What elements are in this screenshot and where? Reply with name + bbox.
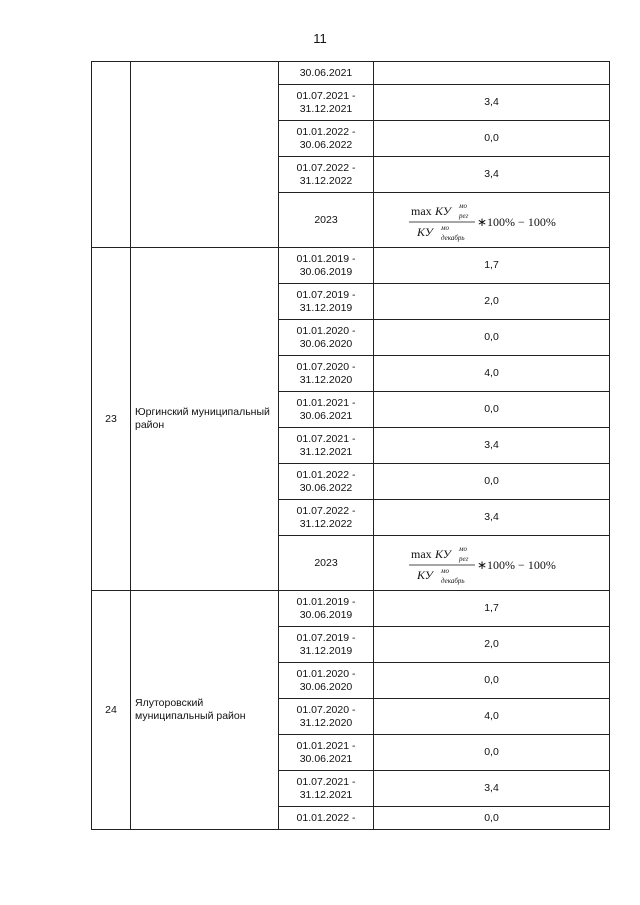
growth-formula [407, 541, 577, 585]
period-cell: 01.07.2019 - 31.12.2019 [279, 627, 374, 663]
formula-numerator-sub: рег [458, 212, 468, 220]
value-cell: 4,0 [374, 356, 610, 392]
period-cell: 30.06.2021 [279, 62, 374, 85]
period-cell: 01.07.2022 - 31.12.2022 [279, 157, 374, 193]
district-number: 23 [92, 248, 131, 591]
tariff-table [91, 61, 610, 830]
page-number: 11 [313, 31, 327, 46]
formula-denominator-ku: КУ [416, 225, 433, 239]
formula-denominator-sup: мо [440, 567, 449, 575]
formula-numerator-sup: мо [458, 545, 467, 553]
period-cell: 01.07.2022 - 31.12.2022 [279, 500, 374, 536]
table-row [92, 591, 610, 627]
value-cell [374, 62, 610, 85]
number-cell [92, 62, 131, 248]
value-cell: 0,0 [374, 121, 610, 157]
period-cell: 01.07.2021 - 31.12.2021 [279, 771, 374, 807]
period-cell: 2023 [279, 193, 374, 248]
formula-denominator-sub: декабрь [440, 577, 465, 585]
table-row [92, 248, 610, 284]
period-cell: 01.01.2022 - 30.06.2022 [279, 464, 374, 500]
district-number: 24 [92, 591, 131, 830]
value-cell: 0,0 [374, 464, 610, 500]
district-name-cell [131, 62, 279, 248]
formula-denominator-sub: декабрь [440, 234, 465, 242]
period-cell: 01.01.2021 - 30.06.2021 [279, 735, 374, 771]
value-cell: 0,0 [374, 392, 610, 428]
value-cell: 2,0 [374, 284, 610, 320]
value-cell [374, 193, 610, 248]
period-cell: 01.01.2022 - [279, 807, 374, 830]
value-cell [374, 536, 610, 591]
value-cell: 3,4 [374, 500, 610, 536]
growth-formula [407, 198, 577, 242]
period-cell: 01.07.2021 - 31.12.2021 [279, 428, 374, 464]
tariff-table-body [92, 62, 610, 830]
table-row [92, 62, 610, 85]
period-cell: 2023 [279, 536, 374, 591]
value-cell: 1,7 [374, 248, 610, 284]
period-cell: 01.01.2020 - 30.06.2020 [279, 663, 374, 699]
formula-numerator-ku: КУ [434, 204, 451, 218]
formula-denominator-sup: мо [440, 224, 449, 232]
value-cell: 0,0 [374, 807, 610, 830]
period-cell: 01.07.2021 - 31.12.2021 [279, 85, 374, 121]
district-name: Ялуторовский муниципальный район [131, 591, 279, 830]
period-cell: 01.01.2019 - 30.06.2019 [279, 591, 374, 627]
formula-max: max [410, 204, 432, 218]
period-cell: 01.07.2020 - 31.12.2020 [279, 356, 374, 392]
formula-tail: ∗100% − 100% [476, 558, 556, 572]
value-cell: 3,4 [374, 428, 610, 464]
period-cell: 01.01.2020 - 30.06.2020 [279, 320, 374, 356]
period-cell: 01.01.2021 - 30.06.2021 [279, 392, 374, 428]
formula-numerator-sub: рег [458, 555, 468, 563]
value-cell: 2,0 [374, 627, 610, 663]
value-cell: 4,0 [374, 699, 610, 735]
value-cell: 0,0 [374, 735, 610, 771]
value-cell: 0,0 [374, 320, 610, 356]
district-name: Юргинский муниципальный район [131, 248, 279, 591]
value-cell: 0,0 [374, 663, 610, 699]
period-cell: 01.01.2019 - 30.06.2019 [279, 248, 374, 284]
value-cell: 3,4 [374, 771, 610, 807]
formula-denominator-ku: КУ [416, 568, 433, 582]
formula-numerator-sup: мо [458, 202, 467, 210]
period-cell: 01.07.2019 - 31.12.2019 [279, 284, 374, 320]
period-cell: 01.07.2020 - 31.12.2020 [279, 699, 374, 735]
value-cell: 1,7 [374, 591, 610, 627]
formula-numerator-ku: КУ [434, 547, 451, 561]
formula-tail: ∗100% − 100% [476, 215, 556, 229]
formula-max: max [410, 547, 432, 561]
value-cell: 3,4 [374, 85, 610, 121]
value-cell: 3,4 [374, 157, 610, 193]
period-cell: 01.01.2022 - 30.06.2022 [279, 121, 374, 157]
